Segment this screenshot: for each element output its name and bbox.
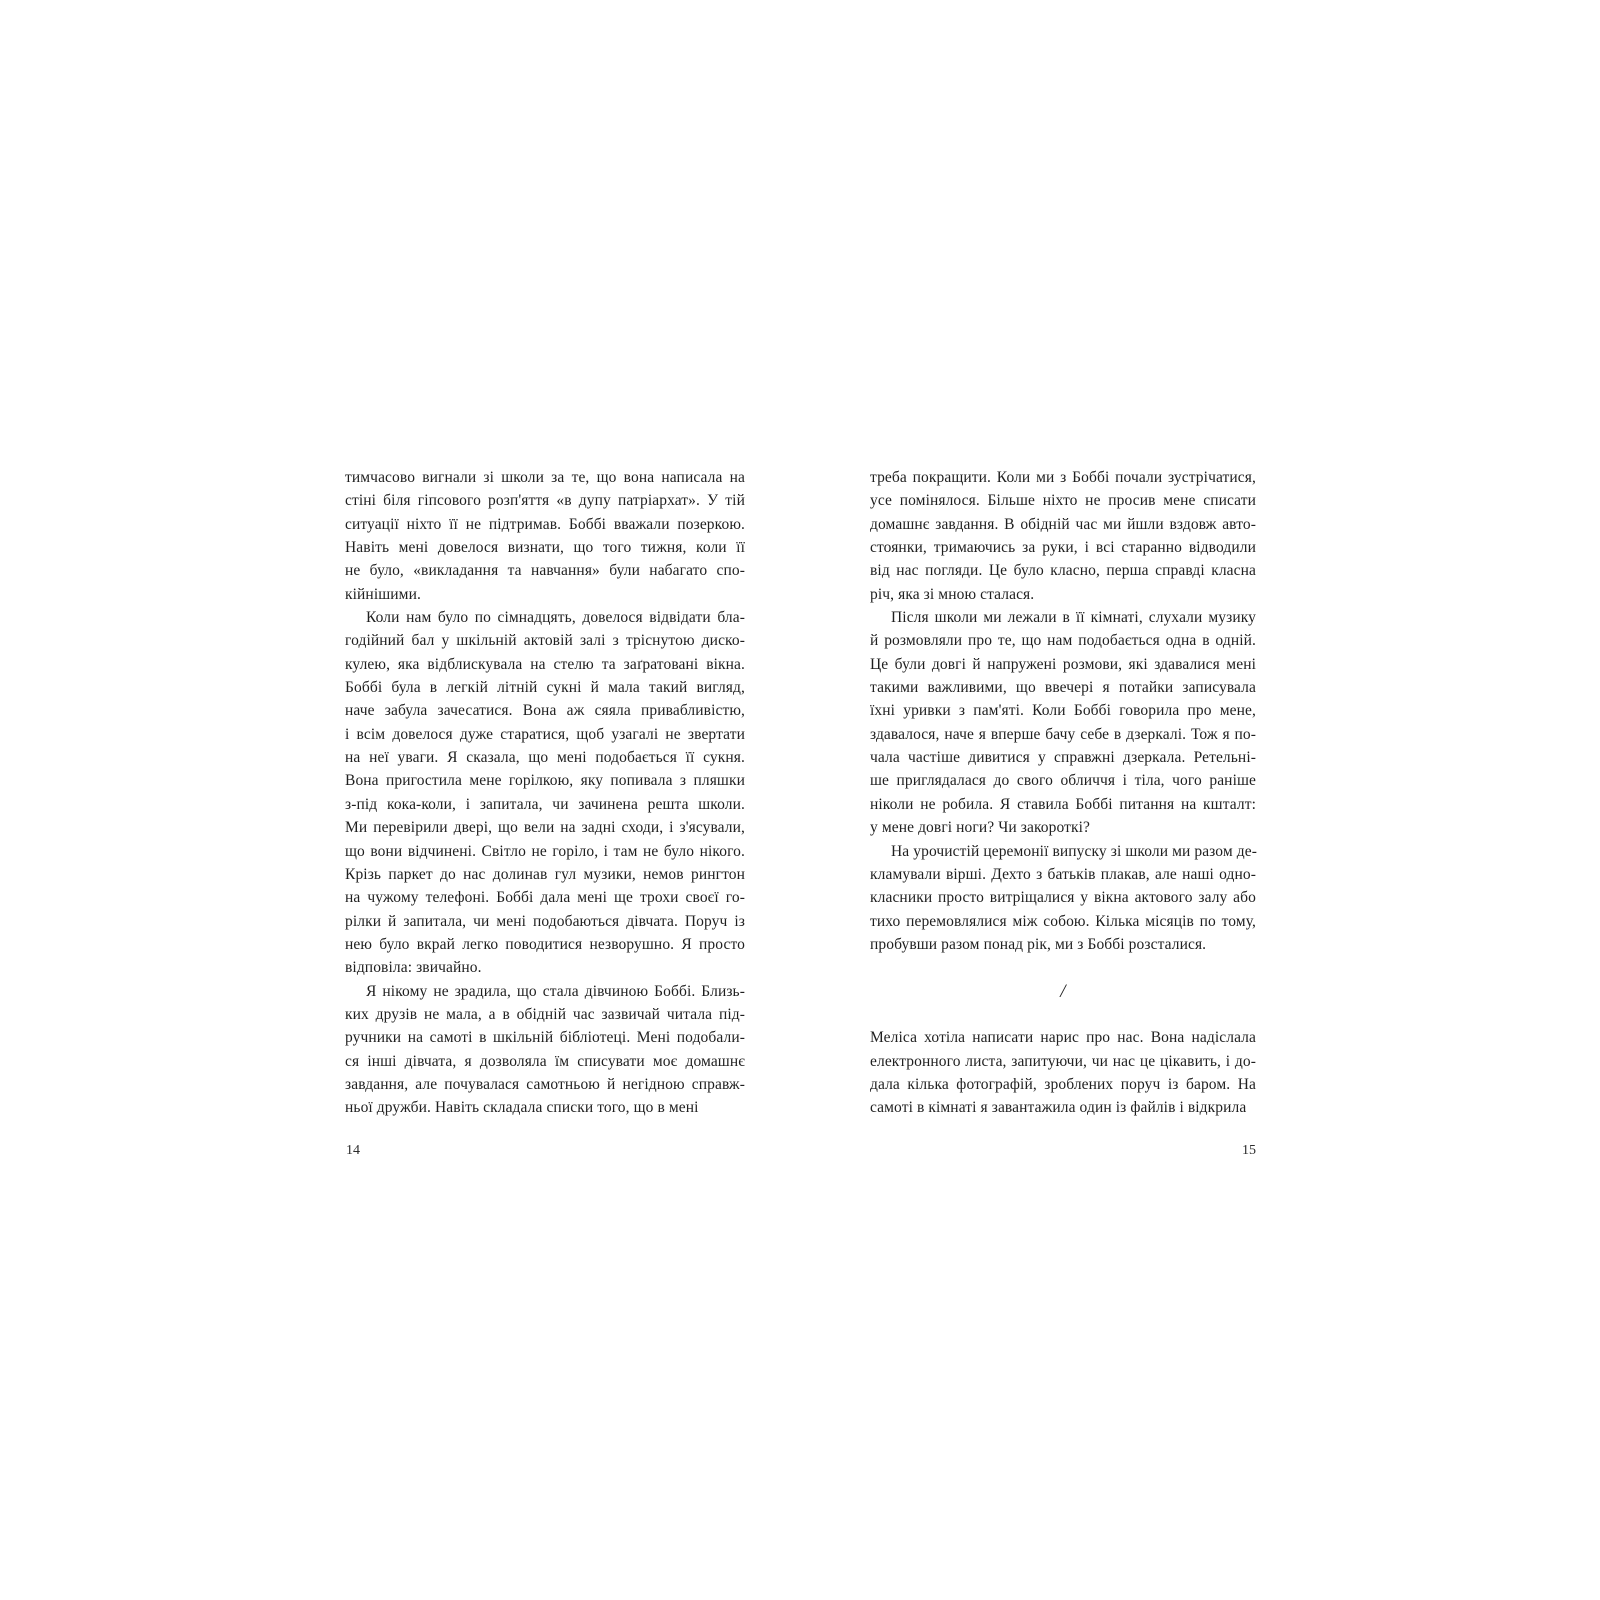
text-line: класники просто витріщалися у вікна актового залу або: [870, 889, 1256, 907]
page-left-text-column: [345, 466, 745, 1120]
text-line: стіні біля гіпсового розп'яття «в дупу патріархат». У тій: [345, 492, 745, 510]
text-line: ніколи не робила. Я ставила Боббі питання на кшталт:: [870, 795, 1256, 813]
text-line: чала частіше дивитися у справжні дзеркала. Ретельні-: [870, 749, 1256, 767]
paragraph: [345, 606, 745, 980]
text-line: усе помінялося. Більше ніхто не просив мене списати: [870, 492, 1256, 510]
text-line: Меліса хотіла написати нарис про нас. Вона надіслала: [870, 1029, 1256, 1047]
text-line: Навіть мені довелося визнати, що того тижня, коли її: [345, 539, 745, 557]
text-line: наче забула зачесатися. Вона аж сяяла привабливістю,: [345, 702, 745, 720]
text-line: рілки й запитала, чи мені подобаються дівчата. Поруч із: [345, 912, 745, 930]
page-right-text-column: [870, 466, 1256, 1120]
text-line: що вони відчинені. Світло не горіло, і там не було нікого.: [345, 842, 745, 860]
text-line: й розмовляли про те, що нам подобається одна в одній.: [870, 632, 1256, 650]
text-line: завдання, але почувалася самотньою й негідною справж-: [345, 1075, 745, 1093]
text-line: Крізь паркет до нас долинав гул музики, немов рингтон: [345, 865, 745, 883]
text-line: треба покращити. Коли ми з Боббі почали зустрічатися,: [870, 469, 1256, 486]
text-line: річ, яка зі мною сталася.: [870, 585, 1035, 603]
text-line: і всім довелося дуже старатися, щоб узагалі не звертати: [345, 725, 745, 743]
text-line: домашнє завдання. В обідній час ми йшли вздовж авто-: [870, 515, 1256, 533]
text-line: на неї уваги. Я сказала, що мені подобається її сукня.: [345, 749, 745, 767]
text-line: Ми перевірили двері, що вели на задні сходи, і з'ясували,: [345, 819, 745, 837]
text-line: годійний бал у шкільній актовій залі з тріснутою диско-: [345, 632, 745, 650]
text-line: На урочистій церемонії випуску зі школи ми разом де-: [891, 842, 1257, 860]
text-line: ньої дружби. Навіть складала списки того, що в мені: [345, 1099, 699, 1117]
paragraph: [870, 606, 1256, 839]
text-line: у мене довгі ноги? Чи закороткі?: [870, 819, 1091, 837]
paragraph: [345, 466, 745, 606]
page-number-right: 15: [1242, 1143, 1256, 1158]
text-line: Я нікому не зрадила, що стала дівчиною Боббі. Близь-: [366, 982, 745, 1000]
text-line: кулею, яка відблискувала на стелю та заґратовані вікна.: [345, 655, 745, 673]
text-line: Коли нам було по сімнадцять, довелося відвідати бла-: [366, 609, 745, 627]
text-line: самоті в кімнаті я завантажила один із файлів і відкрила: [870, 1099, 1247, 1117]
paragraph: [870, 1026, 1256, 1119]
text-line: на чужому телефоні. Боббі дала мені ще трохи своєї го-: [345, 889, 745, 907]
text-line: Це були довгі й напружені розмови, які здавалися мені: [870, 655, 1256, 673]
text-line: нею було вкрай легко поводитися незворушно. Я просто: [345, 935, 745, 953]
paragraph: [870, 466, 1256, 606]
text-line: кламували вірші. Дехто з батьків плакав, але наші одно-: [870, 865, 1256, 883]
paragraph: [345, 980, 745, 1120]
text-line: з-під кока-коли, і запитала, чи зачинена решта школи.: [345, 795, 745, 813]
paragraph: [870, 840, 1256, 957]
text-line: здавалося, наче я вперше бачу себе в дзеркалі. Тож я по-: [870, 725, 1256, 743]
text-line: Вона пригостила мене горілкою, яку попивала з пляшки: [345, 772, 745, 790]
text-line: Після школи ми лежали в її кімнаті, слухали музику: [891, 609, 1256, 627]
text-line: Боббі була в легкій літній сукні й мала такий вигляд,: [345, 679, 745, 697]
text-line: стоянки, тримаючись за руки, і всі старанно відводили: [870, 539, 1256, 557]
section-separator-block: [870, 956, 1256, 1026]
text-line: пробувши разом понад рік, ми з Боббі розсталися.: [870, 935, 1207, 953]
text-line: відповіла: звичайно.: [345, 959, 482, 977]
text-line: ситуації ніхто її не підтримав. Боббі вважали позеркою.: [345, 515, 745, 533]
page-number-left: 14: [346, 1143, 360, 1158]
text-line: дала кілька фотографій, зроблених поруч із баром. На: [870, 1075, 1256, 1093]
text-line: не було, «викладання та навчання» були набагато спо-: [345, 562, 745, 580]
text-line: ше приглядалася до свого обличчя і тіла, чого раніше: [870, 772, 1256, 790]
text-line: тихо перемовлялися між собою. Кілька місяців по тому,: [870, 912, 1256, 930]
text-line: ся інші дівчата, я дозволяла їм списувати моє домашнє: [345, 1052, 745, 1070]
text-line: кійнішими.: [345, 585, 421, 603]
text-line: ких друзів не мала, а в обідній час зазвичай читала під-: [345, 1005, 745, 1023]
text-line: електронного листа, запитуючи, чи нас це цікавить, і до-: [870, 1052, 1256, 1070]
text-line: від нас погляди. Це було класно, перша справді класна: [870, 562, 1256, 580]
section-separator: /: [1060, 980, 1066, 1002]
text-line: тимчасово вигнали зі школи за те, що вона написала на: [345, 469, 745, 486]
text-line: ручники на самоті в шкільній бібліотеці. Мені подобали-: [345, 1029, 745, 1047]
text-line: такими важливими, що ввечері я потайки записувала: [870, 679, 1256, 697]
text-line: їхні уривки з пам'яті. Коли Боббі говорила про мене,: [870, 702, 1256, 720]
